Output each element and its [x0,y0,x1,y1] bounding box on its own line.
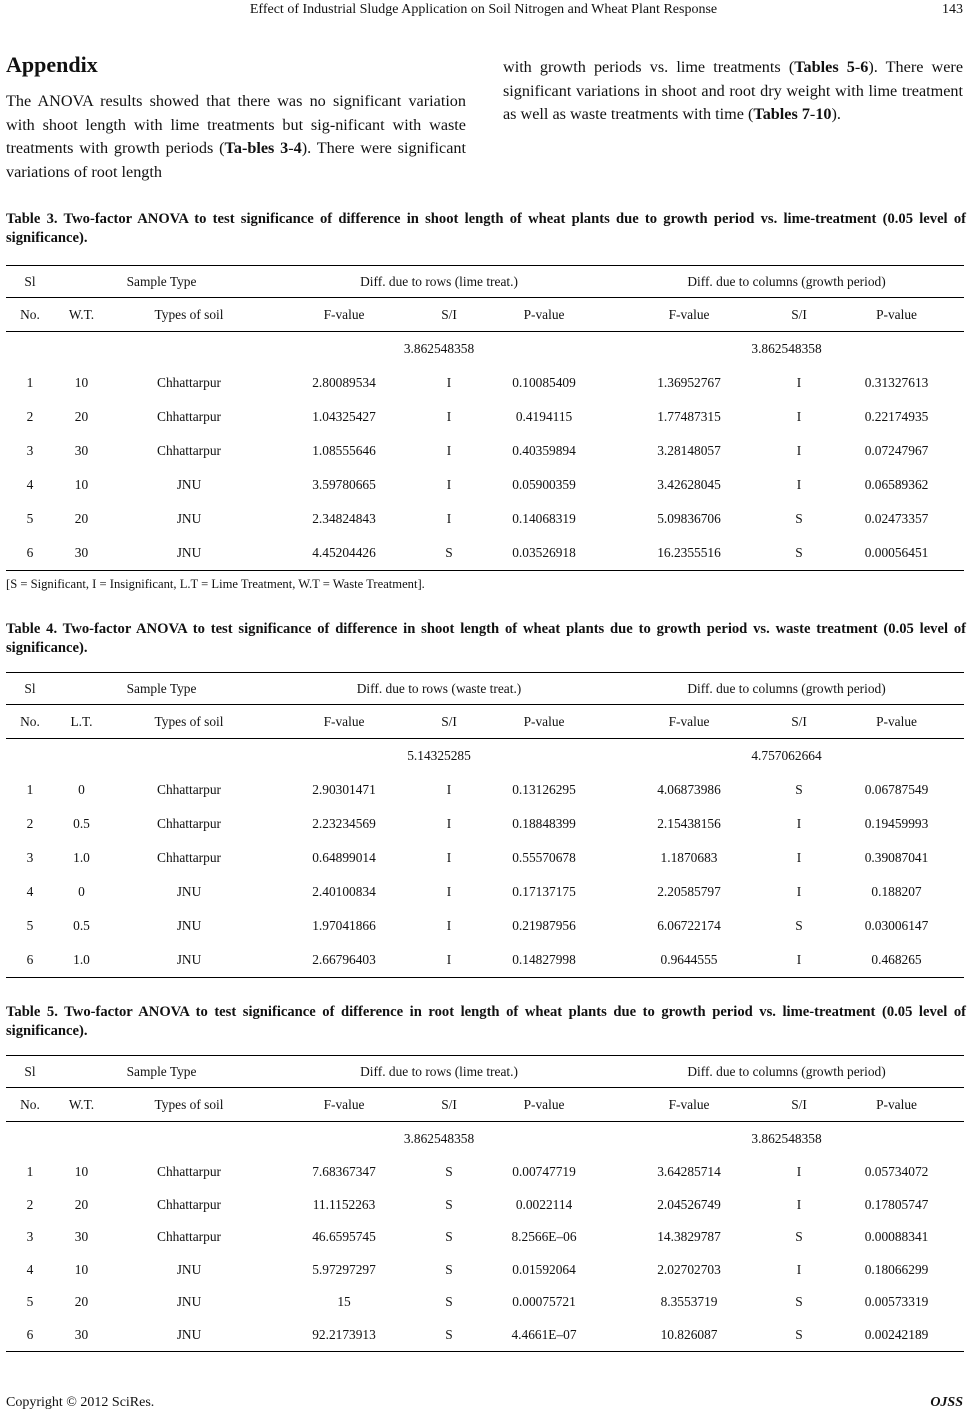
si-header: S/I [769,298,829,332]
table-row [6,502,964,536]
si-cell: I [796,375,802,390]
p-value-cell: 0.39087041 [864,850,929,865]
p-value-cell: 0.40359894 [512,443,576,458]
p-value-cell: 0.18848399 [512,816,576,831]
treatment-cell: 20 [74,409,89,424]
critical-f-value-rows: 3.862548358 [403,1131,475,1146]
sl-no-cell: 5 [26,511,34,526]
p-value-cell: 0.0022114 [515,1196,573,1212]
p-value-cell: 0.14068319 [512,511,576,526]
sl-header: Sl [6,673,54,705]
paragraph-text-run: - [288,139,294,158]
sl-no-cell: 2 [26,1196,34,1212]
empty-cell [6,332,269,367]
empty-cell [6,739,269,774]
sl-no-cell: 5 [26,1294,34,1310]
appendix-heading: Appendix [6,52,98,77]
p-value-cell: 0.31327613 [864,375,929,390]
si-cell: I [796,816,802,831]
p-value-cell: 0.00056451 [829,536,964,571]
f-value-cell: 7.68367347 [312,1164,376,1180]
table-5 [6,1055,964,1352]
f-value-cell: 2.20585797 [657,884,721,899]
table-header-row [6,673,964,705]
sl-no-cell: 6 [6,943,54,978]
table-3-footnote: [S = Significant, I = Insignificant, L.T = Lime Treatment, W.T = Waste Treatment]. [6,577,425,591]
si-cell: S [445,1294,453,1310]
table-row [6,1319,964,1352]
p-value-cell: 0.188207 [871,884,922,899]
p-value-cell: 0.55570678 [512,850,576,865]
f-value-header: F-value [609,1088,769,1122]
f-value-cell: 2.90301471 [312,782,376,797]
f-value-header: F-value [269,705,419,739]
table-5-caption: Table 5. Two-factor ANOVA to test significance of difference in root length of wheat plants due to growth period vs. lime-treatment (0.05 level of significance). [6,1004,966,1039]
si-cell: I [796,884,802,899]
soil-type-cell: JNU [176,477,202,492]
table-row [6,1221,964,1254]
si-cell: S [795,1294,803,1310]
appendix-paragraph-right [503,56,963,127]
sl-no-cell: 2 [26,409,34,424]
treatment-cell: 10 [74,375,89,390]
f-value-cell: 2.34824843 [312,511,376,526]
p-value-cell: 0.06787549 [864,782,929,797]
f-value-cell: 5.09836706 [657,511,721,526]
soil-type-cell: Chhattarpur [157,409,221,424]
f-value-cell: 2.04526749 [657,1196,721,1212]
p-value-header: P-value [829,1088,964,1122]
table-row [6,807,964,841]
table-row [6,1156,964,1189]
p-value-cell: 0.06589362 [864,477,929,492]
treatment-cell: 30 [54,536,109,571]
f-value-cell: 3.59780665 [312,477,376,492]
f-value-cell: 1.77487315 [657,409,721,424]
table-row [6,468,964,502]
p-value-cell: 0.21987956 [512,918,576,933]
treatment-cell: 10 [74,477,89,492]
si-cell: I [419,943,479,978]
si-cell: S [445,1261,453,1277]
si-cell: I [769,943,829,978]
si-cell: I [446,511,452,526]
f-value-cell: 1.08555646 [312,443,376,458]
f-value-cell: 46.6595745 [312,1229,376,1245]
table-reference: 6 [860,58,869,76]
sl-no-cell: 4 [26,884,34,899]
table-subheader-row [6,1088,964,1122]
table-row [6,943,964,978]
treatment-header: L.T. [54,705,109,739]
p-value-header: P-value [479,1088,609,1122]
f-value-cell: 3.28148057 [657,443,721,458]
paragraph-text-run: - [809,105,816,124]
soil-type-cell: Chhattarpur [157,850,221,865]
p-value-cell: 0.07247967 [864,443,929,458]
p-value-cell: 0.13126295 [512,782,576,797]
sample-type-header: Sample Type [54,1056,269,1088]
treatment-cell: 20 [74,1196,89,1212]
p-value-cell: 0.17805747 [864,1196,929,1212]
sl-no-cell: 1 [26,1164,34,1180]
columns-diff-header: Diff. due to columns (growth period) [609,266,964,298]
paragraph-text-run: ). There were significant variations in shoot and root dry weight with lime treatment as well as waste treatments with time ( [503,58,963,124]
sl-no-cell: 6 [6,1319,54,1352]
soil-type-header: Types of soil [109,1088,269,1122]
p-value-cell: 0.22174935 [864,409,929,424]
table-row [6,1254,964,1287]
f-value-cell: 16.2355516 [609,536,769,571]
si-header: S/I [419,705,479,739]
f-value-header: F-value [269,298,419,332]
si-cell: S [795,511,803,526]
p-value-cell: 0.17137175 [512,884,576,899]
table-reference: Tables 7 [753,105,810,124]
soil-type-cell: JNU [109,536,269,571]
no-header: No. [6,298,54,332]
f-value-cell: 6.06722174 [657,918,721,933]
sl-no-cell: 5 [26,918,34,933]
f-value-cell: 92.2173913 [269,1319,419,1352]
treatment-cell: 30 [74,443,89,458]
soil-type-header: Types of soil [109,705,269,739]
si-header: S/I [419,1088,479,1122]
treatment-cell: 30 [54,1319,109,1352]
critical-f-value-columns: 3.862548358 [751,341,822,356]
si-cell: I [796,1261,802,1277]
treatment-cell: 1.0 [54,943,109,978]
si-cell: I [446,409,452,424]
sample-type-header: Sample Type [54,673,269,705]
si-cell: I [446,918,452,933]
si-cell: S [445,1164,453,1180]
si-cell: I [446,375,452,390]
f-value-cell: 1.36952767 [657,375,721,390]
soil-type-cell: JNU [176,1261,202,1277]
f-value-cell: 2.80089534 [312,375,376,390]
critical-f-value-columns: 4.757062664 [751,748,822,763]
p-value-cell: 0.10085409 [512,375,576,390]
p-value-cell: 0.00242189 [829,1319,964,1352]
rows-diff-header: Diff. due to rows (lime treat.) [269,266,609,298]
table-row [6,841,964,875]
sl-header: Sl [6,266,54,298]
f-value-header: F-value [269,1088,419,1122]
f-value-cell: 0.64899014 [312,850,376,865]
soil-type-cell: JNU [176,884,202,899]
si-cell: I [446,884,452,899]
si-cell: S [769,1319,829,1352]
si-cell: I [446,782,452,797]
soil-type-cell: Chhattarpur [157,1164,221,1180]
sl-no-cell: 1 [26,375,34,390]
f-value-header: F-value [609,298,769,332]
table-row [6,400,964,434]
table-row [6,909,964,943]
treatment-cell: 0 [78,884,85,899]
si-cell: I [446,443,452,458]
critical-value-row [6,739,964,774]
table-3 [6,265,964,571]
f-value-cell: 1.97041866 [312,918,376,933]
p-value-cell: 8.2566E–06 [511,1229,577,1245]
f-value-cell: 2.02702703 [657,1261,721,1277]
treatment-cell: 0 [78,782,85,797]
table-row [6,1286,964,1319]
si-cell: I [446,850,452,865]
p-value-header: P-value [479,298,609,332]
f-value-cell: 3.64285714 [657,1164,721,1180]
p-value-cell: 4.4661E–07 [479,1319,609,1352]
table-header-row [6,1056,964,1088]
sl-no-cell: 1 [26,782,34,797]
si-header: S/I [769,705,829,739]
sample-type-header: Sample Type [54,266,269,298]
paragraph-text-run: ). There were significant variations of root length [6,139,467,181]
soil-type-cell: JNU [109,1319,269,1352]
si-cell: S [795,918,803,933]
si-cell: S [445,1229,453,1245]
treatment-header: W.T. [54,298,109,332]
soil-type-cell: Chhattarpur [157,1196,221,1212]
f-value-cell: 1.1870683 [660,850,718,865]
paragraph-text-run: - [854,58,861,76]
si-cell: I [446,816,452,831]
si-cell: S [795,782,803,797]
treatment-cell: 10 [74,1164,89,1180]
p-value-cell: 0.00747719 [512,1164,576,1180]
f-value-cell: 5.97297297 [312,1261,376,1277]
si-cell: S [419,536,479,571]
critical-value-row [6,1122,964,1157]
copyright-footer: Copyright © 2012 SciRes. [6,1395,155,1410]
f-value-cell: 0.9644555 [609,943,769,978]
p-value-header: P-value [829,298,964,332]
columns-diff-header: Diff. due to columns (growth period) [609,673,964,705]
soil-type-cell: Chhattarpur [157,443,221,458]
f-value-cell: 14.3829787 [657,1229,721,1245]
critical-f-value-columns: 3.862548358 [751,1131,822,1146]
sl-no-cell: 3 [26,1229,34,1245]
soil-type-cell: Chhattarpur [157,816,221,831]
critical-value-row [6,332,964,367]
critical-f-value-rows: 5.14325285 [407,748,471,763]
running-head-title: Effect of Industrial Sludge Application on Soil Nitrogen and Wheat Plant Response [249,2,718,17]
si-cell: I [796,443,802,458]
si-cell: S [445,1196,453,1212]
table-reference: 4 [293,139,302,158]
p-value-cell: 0.03526918 [479,536,609,571]
sl-no-cell: 3 [26,443,34,458]
soil-type-header: Types of soil [109,298,269,332]
f-value-cell: 2.23234569 [312,816,376,831]
si-cell: I [796,1196,802,1212]
treatment-cell: 10 [74,1261,89,1277]
f-value-cell: 15 [337,1294,351,1310]
si-cell: I [796,477,802,492]
appendix-paragraph-left [6,90,466,184]
p-value-cell: 0.05734072 [864,1164,929,1180]
soil-type-cell: Chhattarpur [157,375,221,390]
f-value-cell: 3.42628045 [657,477,721,492]
table-row [6,875,964,909]
si-cell: I [796,409,802,424]
p-value-cell: 0.4194115 [515,409,573,424]
p-value-cell: 0.00573319 [864,1294,929,1310]
f-value-cell: 11.1152263 [312,1196,376,1212]
p-value-header: P-value [479,705,609,739]
f-value-cell: 8.3553719 [660,1294,718,1310]
running-head [0,0,967,22]
f-value-cell: 2.66796403 [269,943,419,978]
table-4-caption: Table 4. Two-factor ANOVA to test significance of difference in shoot length of wheat plants due to growth period vs. waste treatment (0.05 level of significance). [6,621,966,656]
si-header: S/I [769,1088,829,1122]
soil-type-cell: JNU [109,943,269,978]
si-cell: S [419,1319,479,1352]
journal-abbreviation: OJSS [930,1395,963,1410]
table-subheader-row [6,298,964,332]
sl-no-cell: 4 [26,1261,34,1277]
no-header: No. [6,1088,54,1122]
treatment-cell: 0.5 [73,918,90,933]
sl-no-cell: 6 [6,536,54,571]
p-value-header: P-value [829,705,964,739]
f-value-cell: 2.15438156 [657,816,721,831]
f-value-cell: 4.45204426 [269,536,419,571]
table-reference: Ta-bles 3 [224,139,289,158]
soil-type-cell: JNU [176,918,202,933]
soil-type-cell: Chhattarpur [157,1229,221,1245]
treatment-header: W.T. [54,1088,109,1122]
table-header-row [6,266,964,298]
table-subheader-row [6,705,964,739]
page-number: 143 [942,2,963,17]
si-cell: I [796,850,802,865]
p-value-cell: 0.01592064 [512,1261,576,1277]
rows-diff-header: Diff. due to rows (waste treat.) [269,673,609,705]
p-value-cell: 0.05900359 [512,477,576,492]
p-value-cell: 0.02473357 [864,511,929,526]
p-value-cell: 0.468265 [829,943,964,978]
table-reference: Tables 5 [794,58,855,76]
p-value-cell: 0.14827998 [479,943,609,978]
soil-type-cell: JNU [176,1294,202,1310]
si-cell: S [795,1229,803,1245]
paragraph-text-run: The ANOVA results showed that there was no significant variation with shoot length with lime treatments but sig-nificant with waste treatments with growth periods ( [6,92,466,158]
critical-f-value-rows: 3.862548358 [403,341,475,356]
no-header: No. [6,705,54,739]
p-value-cell: 0.19459993 [864,816,929,831]
treatment-cell: 0.5 [73,816,90,831]
treatment-cell: 20 [74,1294,89,1310]
table-row [6,536,964,571]
f-value-cell: 4.06873986 [657,782,721,797]
f-value-header: F-value [609,705,769,739]
si-cell: I [796,1164,802,1180]
p-value-cell: 0.00088341 [864,1229,929,1245]
f-value-cell: 2.40100834 [312,884,376,899]
rows-diff-header: Diff. due to rows (lime treat.) [269,1056,609,1088]
p-value-cell: 0.03006147 [864,918,929,933]
si-cell: S [769,536,829,571]
si-header: S/I [419,298,479,332]
columns-diff-header: Diff. due to columns (growth period) [609,1056,964,1088]
f-value-cell: 10.826087 [609,1319,769,1352]
table-3-caption: Table 3. Two-factor ANOVA to test significance of difference in shoot length of wheat plants due to growth period vs. lime-treatment (0.05 level of significance). [6,211,966,246]
sl-no-cell: 4 [26,477,34,492]
f-value-cell: 1.04325427 [312,409,376,424]
paragraph-text-run: with growth periods vs. lime treatments ( [503,58,795,76]
sl-no-cell: 2 [26,816,34,831]
treatment-cell: 30 [74,1229,89,1245]
soil-type-cell: JNU [176,511,202,526]
treatment-cell: 1.0 [73,850,90,865]
table-row [6,434,964,468]
p-value-cell: 0.18066299 [864,1261,929,1277]
treatment-cell: 20 [74,511,89,526]
table-row [6,366,964,400]
soil-type-cell: Chhattarpur [157,782,221,797]
sl-no-cell: 3 [26,850,34,865]
sl-header: Sl [6,1056,54,1088]
table-row [6,773,964,807]
p-value-cell: 0.00075721 [512,1294,576,1310]
si-cell: I [446,477,452,492]
empty-cell [6,1122,269,1157]
paragraph-text-run: ). [831,105,841,124]
table-reference: 10 [815,105,832,124]
table-4 [6,672,964,978]
table-row [6,1189,964,1222]
